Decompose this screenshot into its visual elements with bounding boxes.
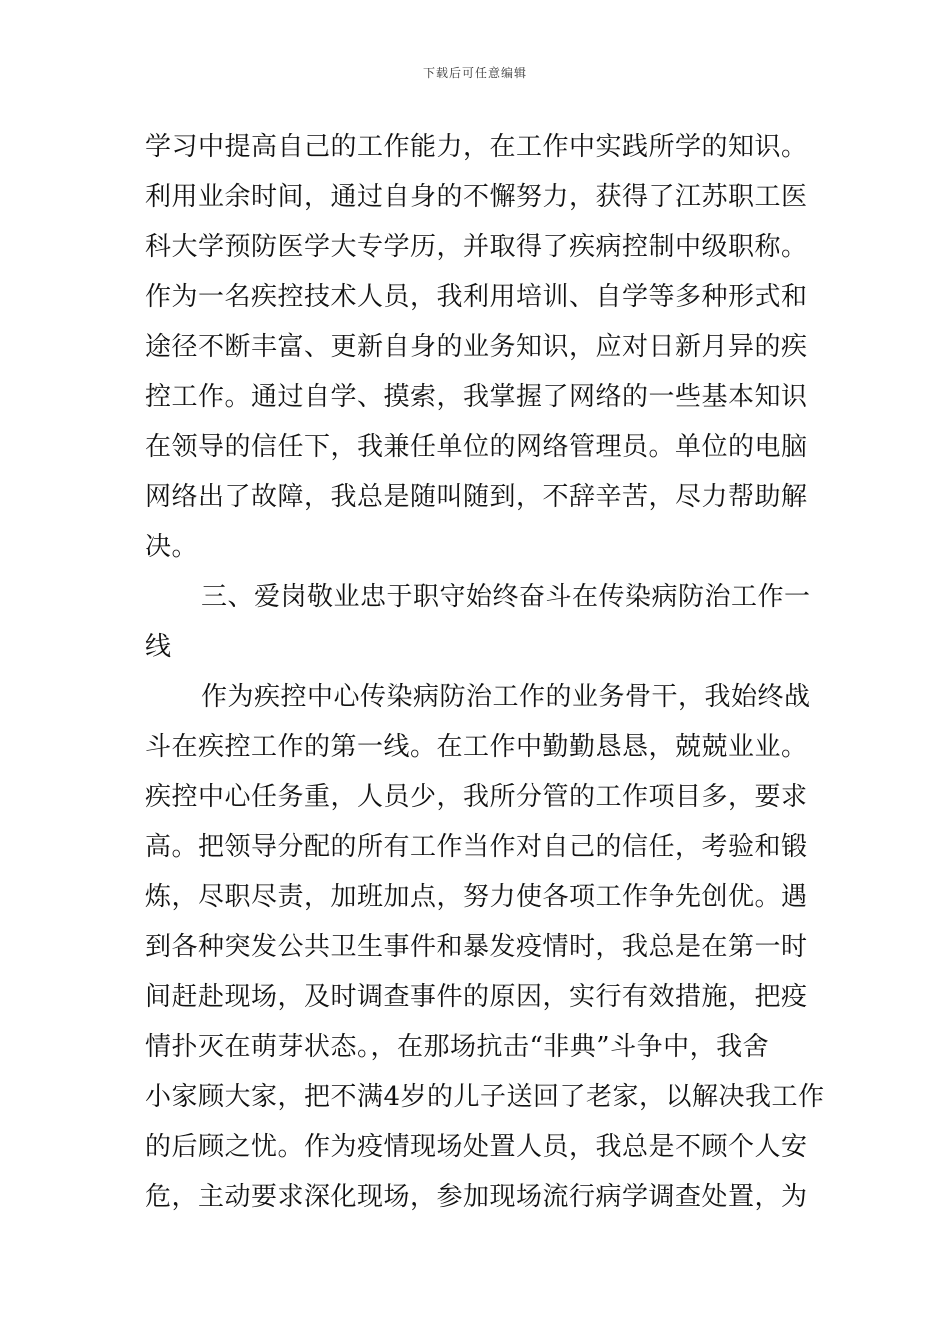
text-line: 在领导的信任下，我兼任单位的网络管理员。单位的电脑 (145, 432, 808, 462)
document-body (145, 122, 825, 1222)
text-line: 网络出了故障，我总是随叫随到，不辞辛苦，尽力帮助解 (145, 482, 808, 512)
text-line: 高。把领导分配的所有工作当作对自己的信任，考验和锻 (145, 832, 808, 862)
text-line: 作为一名疾控技术人员，我利用培训、自学等多种形式和 (145, 282, 808, 312)
text-line: 危，主动要求深化现场，参加现场流行病学调查处置，为 (145, 1182, 808, 1212)
text-line: 小家顾大家，把不满4岁的儿子送回了老家，以解决我工作 (145, 1082, 825, 1112)
text-line: 疾控中心任务重，人员少，我所分管的工作项目多，要求 (145, 782, 808, 812)
text-line: 决。 (145, 532, 199, 562)
text-line: 的后顾之忧。作为疫情现场处置人员，我总是不顾个人安 (145, 1132, 808, 1162)
text-line: 途径不断丰富、更新自身的业务知识，应对日新月异的疾 (145, 332, 808, 362)
text-line: 利用业余时间，通过自身的不懈努力，获得了江苏职工医 (145, 182, 808, 212)
text-line: 学习中提高自己的工作能力，在工作中实践所学的知识。 (145, 132, 808, 162)
text-line: 炼，尽职尽责，加班加点，努力使各项工作争先创优。遇 (145, 882, 808, 912)
text-line: 到各种突发公共卫生事件和暴发疫情时，我总是在第一时 (145, 932, 808, 962)
text-line: 间赶赴现场，及时调查事件的原因，实行有效措施，把疫 (145, 982, 808, 1012)
section-heading: 三、爱岗敬业忠于职守始终奋斗在传染病防治工作一 (201, 582, 811, 612)
text-line: 科大学预防医学大专学历，并取得了疾病控制中级职称。 (145, 232, 808, 262)
text-line: 作为疾控中心传染病防治工作的业务骨干，我始终战 (201, 682, 811, 712)
text-line: 控工作。通过自学、摸索，我掌握了网络的一些基本知识 (145, 382, 808, 412)
page-header: 下载后可任意编辑 (422, 66, 527, 80)
text-line: 斗在疾控工作的第一线。在工作中勤勤恳恳，兢兢业业。 (145, 732, 808, 762)
text-line: 情扑灭在萌芽状态。，在那场抗击“非典”斗争中，我舍 (145, 1032, 770, 1062)
section-heading-continued: 线 (145, 632, 172, 662)
